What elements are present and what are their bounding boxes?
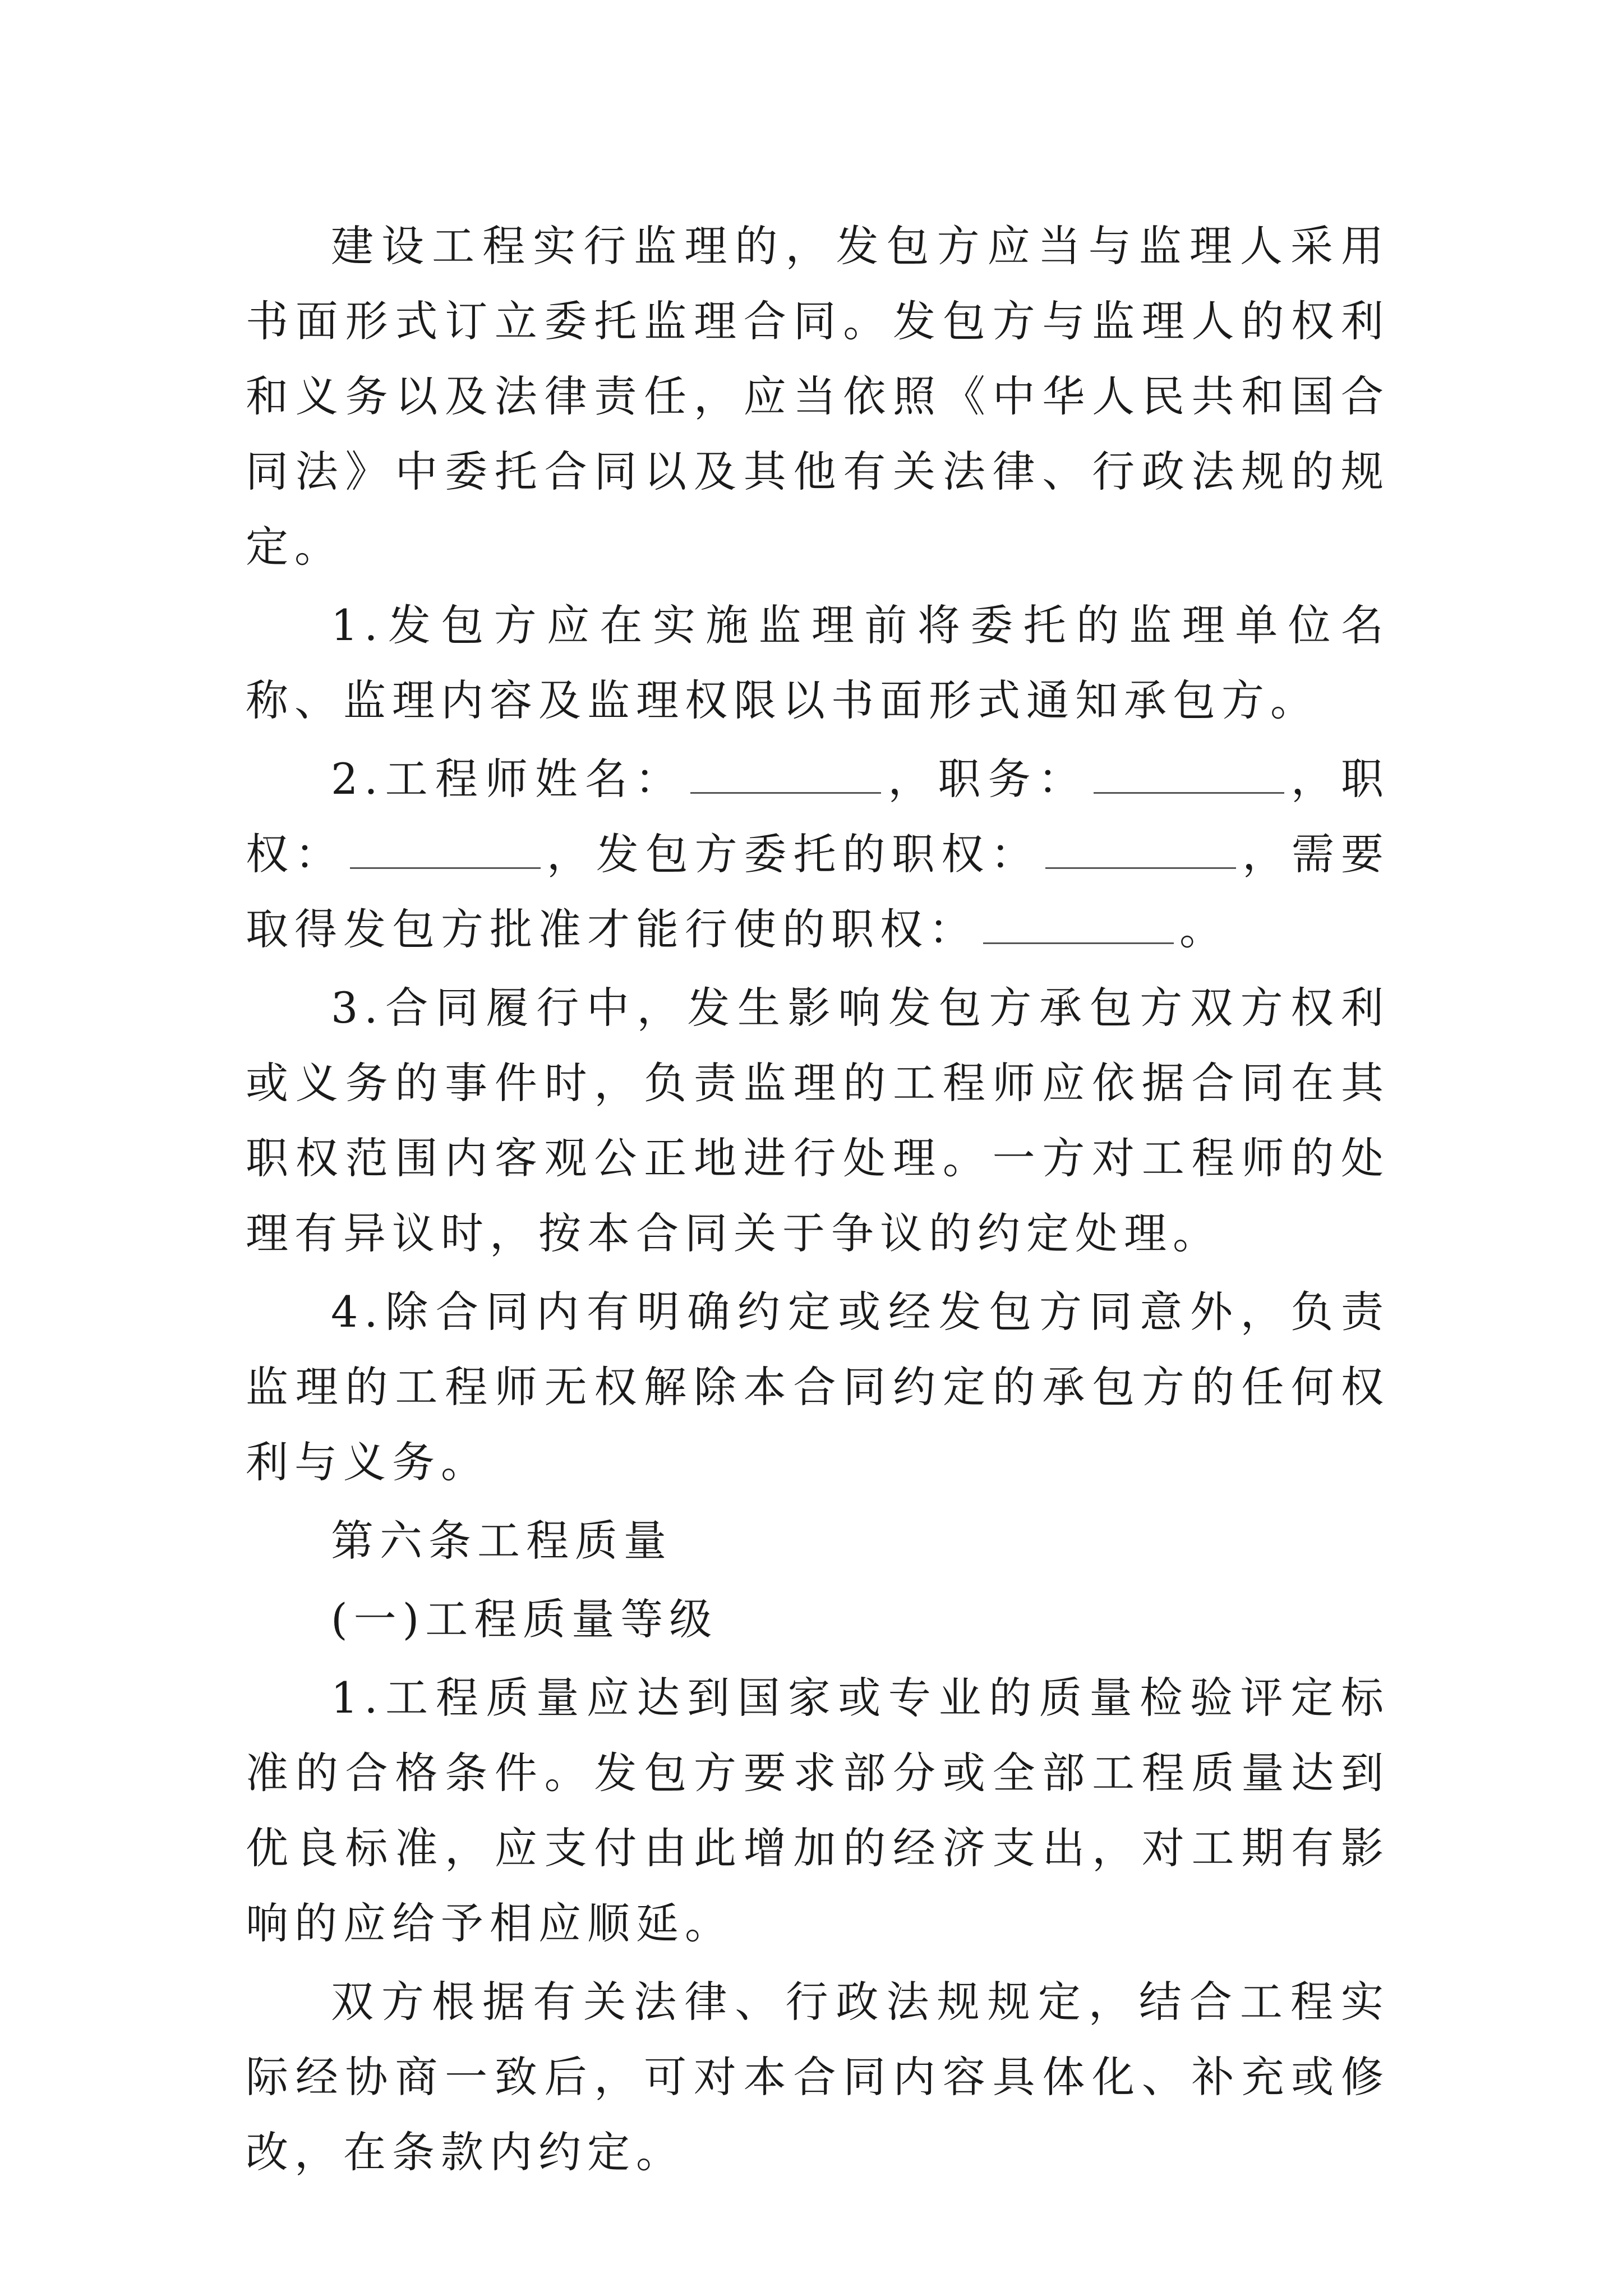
approval-authority-label: ，需要取得发包方批准才能行使的职权： <box>246 829 1390 954</box>
section-quality-grade-heading: (一)工程质量等级 <box>331 1594 718 1644</box>
paragraph-item-4-rights: 4.除合同内有明确约定或经发包方同意外，负责监理的工程师无权解除本合同约定的承包方的任何权利与义务。 <box>246 1287 1390 1487</box>
item-2-end-mark: 。 <box>1179 904 1228 954</box>
paragraph-item-1-notice: 1.发包方应在实施监理前将委托的监理单位名称、监理内容及监理权限以书面形式通知承包方。 <box>246 600 1390 725</box>
engineer-title-label: ，职务： <box>887 754 1088 804</box>
paragraph-supervision-contract: 建设工程实行监理的，发包方应当与监理人采用书面形式订立委托监理合同。发包方与监理人的权利和义务以及法律责任，应当依照《中华人民共和国合同法》中委托合同以及其他有关法律、行政法规的规定。 <box>246 221 1390 572</box>
paragraph-item-3-disputes: 3.合同履行中，发生影响发包方承包方双方权利或义务的事件时，负责监理的工程师应依据合同在其职权范围内客观公正地进行处理。一方对工程师的处理有异议时，按本合同关于争议的约定处理。 <box>246 983 1390 1258</box>
paragraph-supplementary-terms: 双方根据有关法律、行政法规规定，结合工程实际经协商一致后，可对本合同内容具体化、补充或修改，在条款内约定。 <box>246 1977 1390 2177</box>
document-body <box>246 209 1390 2193</box>
engineer-name-blank <box>690 758 881 794</box>
engineer-name-label: 2.工程师姓名： <box>331 754 685 804</box>
paragraph-quality-standard: 1.工程质量应达到国家或专业的质量检验评定标准的合格条件。发包方要求部分或全部工程质量达到优良标准，应支付由此增加的经济支出，对工期有影响的应给予相应顺延。 <box>246 1673 1390 1948</box>
engineer-title-blank <box>1094 758 1284 794</box>
delegated-authority-blank <box>1045 834 1236 869</box>
engineer-authority-blank <box>350 834 541 869</box>
approval-authority-blank <box>983 909 1174 944</box>
paragraph-item-2-engineer <box>246 742 1390 967</box>
delegated-authority-label: ，发包方委托的职权： <box>546 829 1040 879</box>
article-6-heading: 第六条工程质量 <box>331 1516 672 1566</box>
engineer-authority-label: ，职权： <box>246 754 1390 879</box>
